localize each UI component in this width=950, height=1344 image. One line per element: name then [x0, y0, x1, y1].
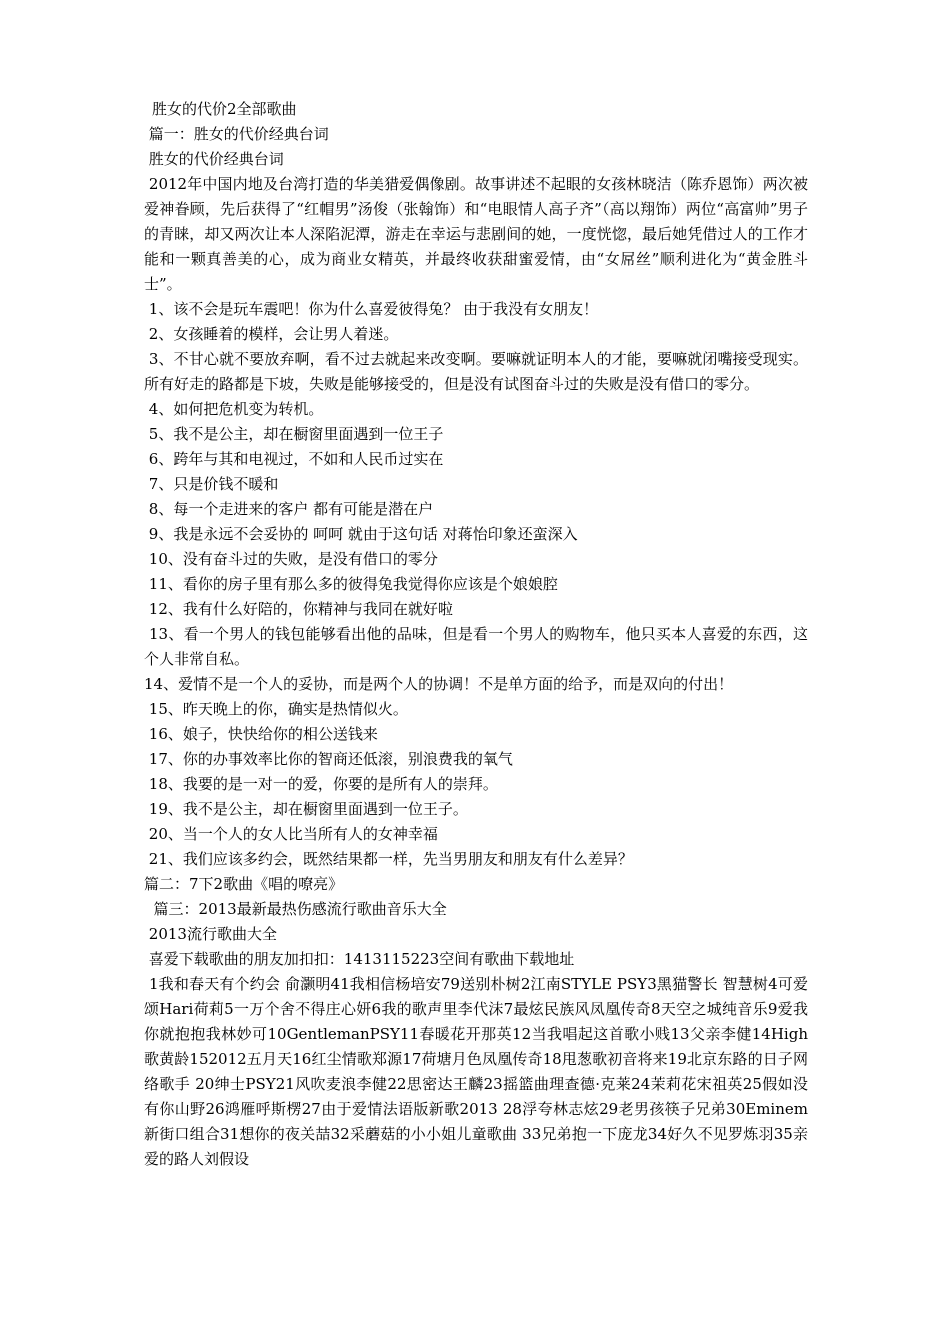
paragraph: 3、不甘心就不要放弃啊，看不过去就起来改变啊。要嘛就证明本人的才能，要嘛就闭嘴接受现实。所有好走的路都是下坡，失败是能够接受的，但是没有试图奋斗过的失败是没有借口的零分。 [144, 350, 808, 393]
paragraph: 21、我们应该多约会，既然结果都一样，先当男朋友和朋友有什么差异？ [144, 850, 633, 868]
document-page [144, 97, 808, 1172]
paragraph: 喜爱下载歌曲的朋友加扣扣：1413115223空间有歌曲下载地址 [144, 950, 575, 968]
paragraph: 12、我有什么好陪的，你精神与我同在就好啦 [144, 600, 453, 618]
paragraph: 5、我不是公主，却在橱窗里面遇到一位王子 [144, 425, 444, 443]
paragraph: 篇一：胜女的代价经典台词 [144, 125, 329, 143]
paragraph: 2012年中国内地及台湾打造的华美猎爱偶像剧。故事讲述不起眼的女孩林晓洁（陈乔恩饰）两次被爱神眷顾，先后获得了“红帽男”汤俊（张翰饰）和“电眼情人高子齐”（高以翔饰）两位“高富帅”男子的青睐，却又两次让本人深陷泥潭，游走在幸运与悲剧间的她，一度恍惚，最后她凭借过人的工作才能和一颗真善美的心，成为商业女精英，并最终收获甜蜜爱情，由“女屌丝”顺利进化为“黄金胜斗士”。 [144, 175, 808, 293]
paragraph: 7、只是价钱不暖和 [144, 475, 279, 493]
paragraph: 1我和春天有个约会 俞灏明41我相信杨培安79送别朴树2江南STYLE PSY3黑猫警长 智慧树4可爱颂Hari荷莉5一万个舍不得庄心妍6我的歌声里李代沫7最炫民族风凤凰传奇8天空之城纯音乐9爱我你就抱抱我林妙可10GentlemanPSY11春暖花开那英12当我唱起这首歌小贱13父亲李健14High歌黄龄152012五月天16红尘情歌郑源17荷塘月色凤凰传奇18甩葱歌初音将来19北京东路的日子网络歌手 20绅士PSY21风吹麦浪李健22思密达王麟23摇篮曲理查德·克莱24茉莉花宋祖英25假如没有你山野26鸿雁呼斯楞27由于爱情法语版新歌2013 28浮夸林志炫29老男孩筷子兄弟30Eminem新街口组合31想你的夜关喆32采蘑菇的小小姐儿童歌曲 33兄弟抱一下庞龙34好久不见罗炼羽35亲爱的路人刘假设 [144, 975, 808, 1168]
paragraph: 18、我要的是一对一的爱，你要的是所有人的崇拜。 [144, 775, 498, 793]
document-body [144, 122, 808, 1172]
paragraph: 2013流行歌曲大全 [144, 925, 277, 943]
paragraph: 10、没有奋斗过的失败，是没有借口的零分 [144, 550, 438, 568]
paragraph: 8、每一个走进来的客户 都有可能是潜在户 [144, 500, 434, 518]
paragraph: 15、昨天晚上的你，确实是热情似火。 [144, 700, 408, 718]
document-title: 胜女的代价2全部歌曲 [152, 100, 297, 118]
paragraph: 19、我不是公主，却在橱窗里面遇到一位王子。 [144, 800, 468, 818]
paragraph: 9、我是永远不会妥协的 呵呵 就由于这句话 对蒋怡印象还蛮深入 [144, 525, 578, 543]
paragraph: 14、爱情不是一个人的妥协，而是两个人的协调！不是单方面的给予，而是双向的付出！ [144, 675, 734, 693]
paragraph: 20、当一个人的女人比当所有人的女神幸福 [144, 825, 438, 843]
paragraph: 16、娘子，快快给你的相公送钱来 [144, 725, 378, 743]
paragraph: 11、看你的房子里有那么多的彼得兔我觉得你应该是个娘娘腔 [144, 575, 558, 593]
paragraph: 篇三：2013最新最热伤感流行歌曲音乐大全 [144, 900, 447, 918]
paragraph: 2、女孩睡着的模样，会让男人着迷。 [144, 325, 399, 343]
paragraph: 13、看一个男人的钱包能够看出他的品味，但是看一个男人的购物车，他只买本人喜爱的东西，这个人非常自私。 [144, 625, 808, 668]
paragraph: 1、该不会是玩车震吧！你为什么喜爱彼得兔？ 由于我没有女朋友！ [144, 300, 599, 318]
paragraph: 胜女的代价经典台词 [144, 150, 284, 168]
paragraph: 4、如何把危机变为转机。 [144, 400, 324, 418]
paragraph: 篇二：7下2歌曲《唱的嘹亮》 [144, 875, 344, 893]
paragraph: 6、跨年与其和电视过，不如和人民币过实在 [144, 450, 444, 468]
paragraph: 17、你的办事效率比你的智商还低滚，别浪费我的氧气 [144, 750, 513, 768]
